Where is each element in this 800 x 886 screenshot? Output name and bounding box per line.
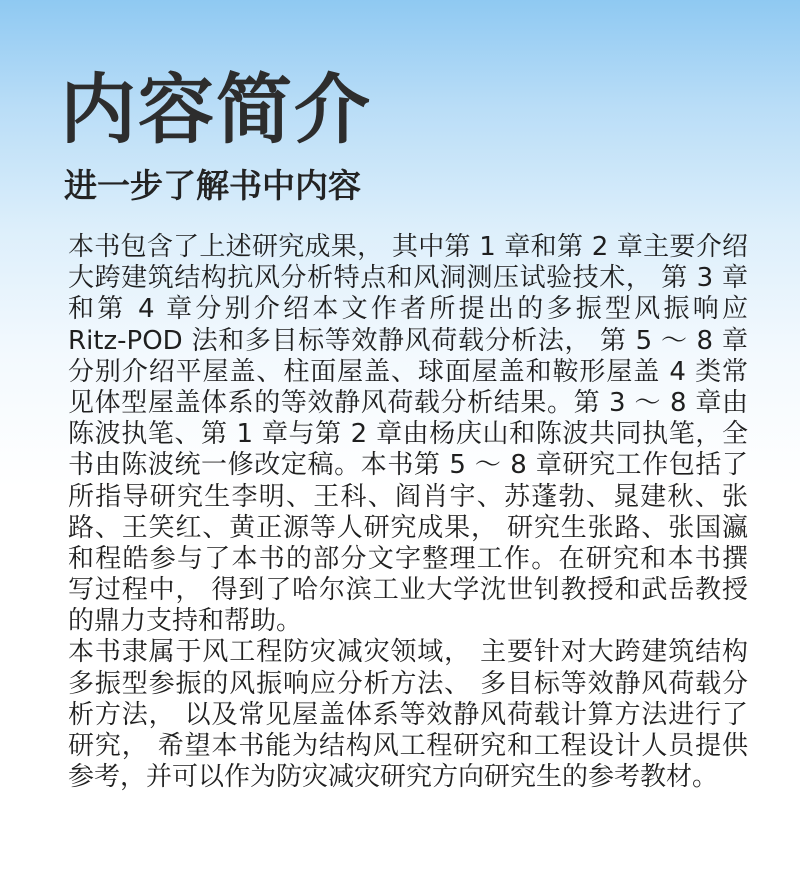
- text-line: 和第 4 章分别介绍本文作者所提出的多振型风振响应: [68, 294, 748, 325]
- text-line: 见体型屋盖体系的等效静风荷载分析结果。第 3 ～ 8 章由: [68, 387, 748, 418]
- text-line: 研究， 希望本书能为结构风工程研究和工程设计人员提供: [68, 731, 748, 761]
- text-line: 的鼎力支持和帮助。: [68, 606, 303, 637]
- page-subtitle: 进一步了解书中内容: [64, 166, 361, 205]
- text-line: 大跨建筑结构抗风分析特点和风洞测压试验技术， 第 3 章: [68, 263, 748, 294]
- text-line: 本书隶属于风工程防灾减灾领域， 主要针对大跨建筑结构: [68, 637, 748, 668]
- text-line: 书由陈波统一修改定稿。本书第 5 ～ 8 章研究工作包括了: [68, 450, 748, 481]
- text-line: 多振型参振的风振响应分析方法、 多目标等效静风荷载分: [68, 668, 748, 699]
- text-line: 参考，并可以作为防灾减灾研究方向研究生的参考教材。: [68, 762, 719, 793]
- intro-paragraph-1: [68, 232, 748, 637]
- text-line: 写过程中， 得到了哈尔滨工业大学沈世钊教授和武岳教授: [68, 575, 748, 606]
- text-line: 和程皓参与了本书的部分文字整理工作。在研究和本书撰: [68, 543, 748, 574]
- text-line: Ritz-POD 法和多目标等效静风荷载分析法， 第 5 ～ 8 章: [68, 325, 748, 356]
- intro-paragraph-2: [68, 637, 748, 793]
- page-title: 内容简介: [60, 65, 372, 154]
- intro-body: [68, 232, 748, 793]
- text-line: 析方法， 以及常见屋盖体系等效静风荷载计算方法进行了: [68, 699, 748, 730]
- text-line: 陈波执笔、第 1 章与第 2 章由杨庆山和陈波共同执笔，全: [68, 419, 748, 450]
- text-line: 分别介绍平屋盖、柱面屋盖、球面屋盖和鞍形屋盖 4 类常: [68, 356, 748, 387]
- text-line: 本书包含了上述研究成果， 其中第 1 章和第 2 章主要介绍: [68, 232, 748, 262]
- text-line: 路、王笑红、黄正源等人研究成果， 研究生张路、张国瀛: [68, 512, 748, 543]
- text-line: 所指导研究生李明、王科、阎肖宇、苏蓬勃、晁建秋、张: [68, 481, 748, 512]
